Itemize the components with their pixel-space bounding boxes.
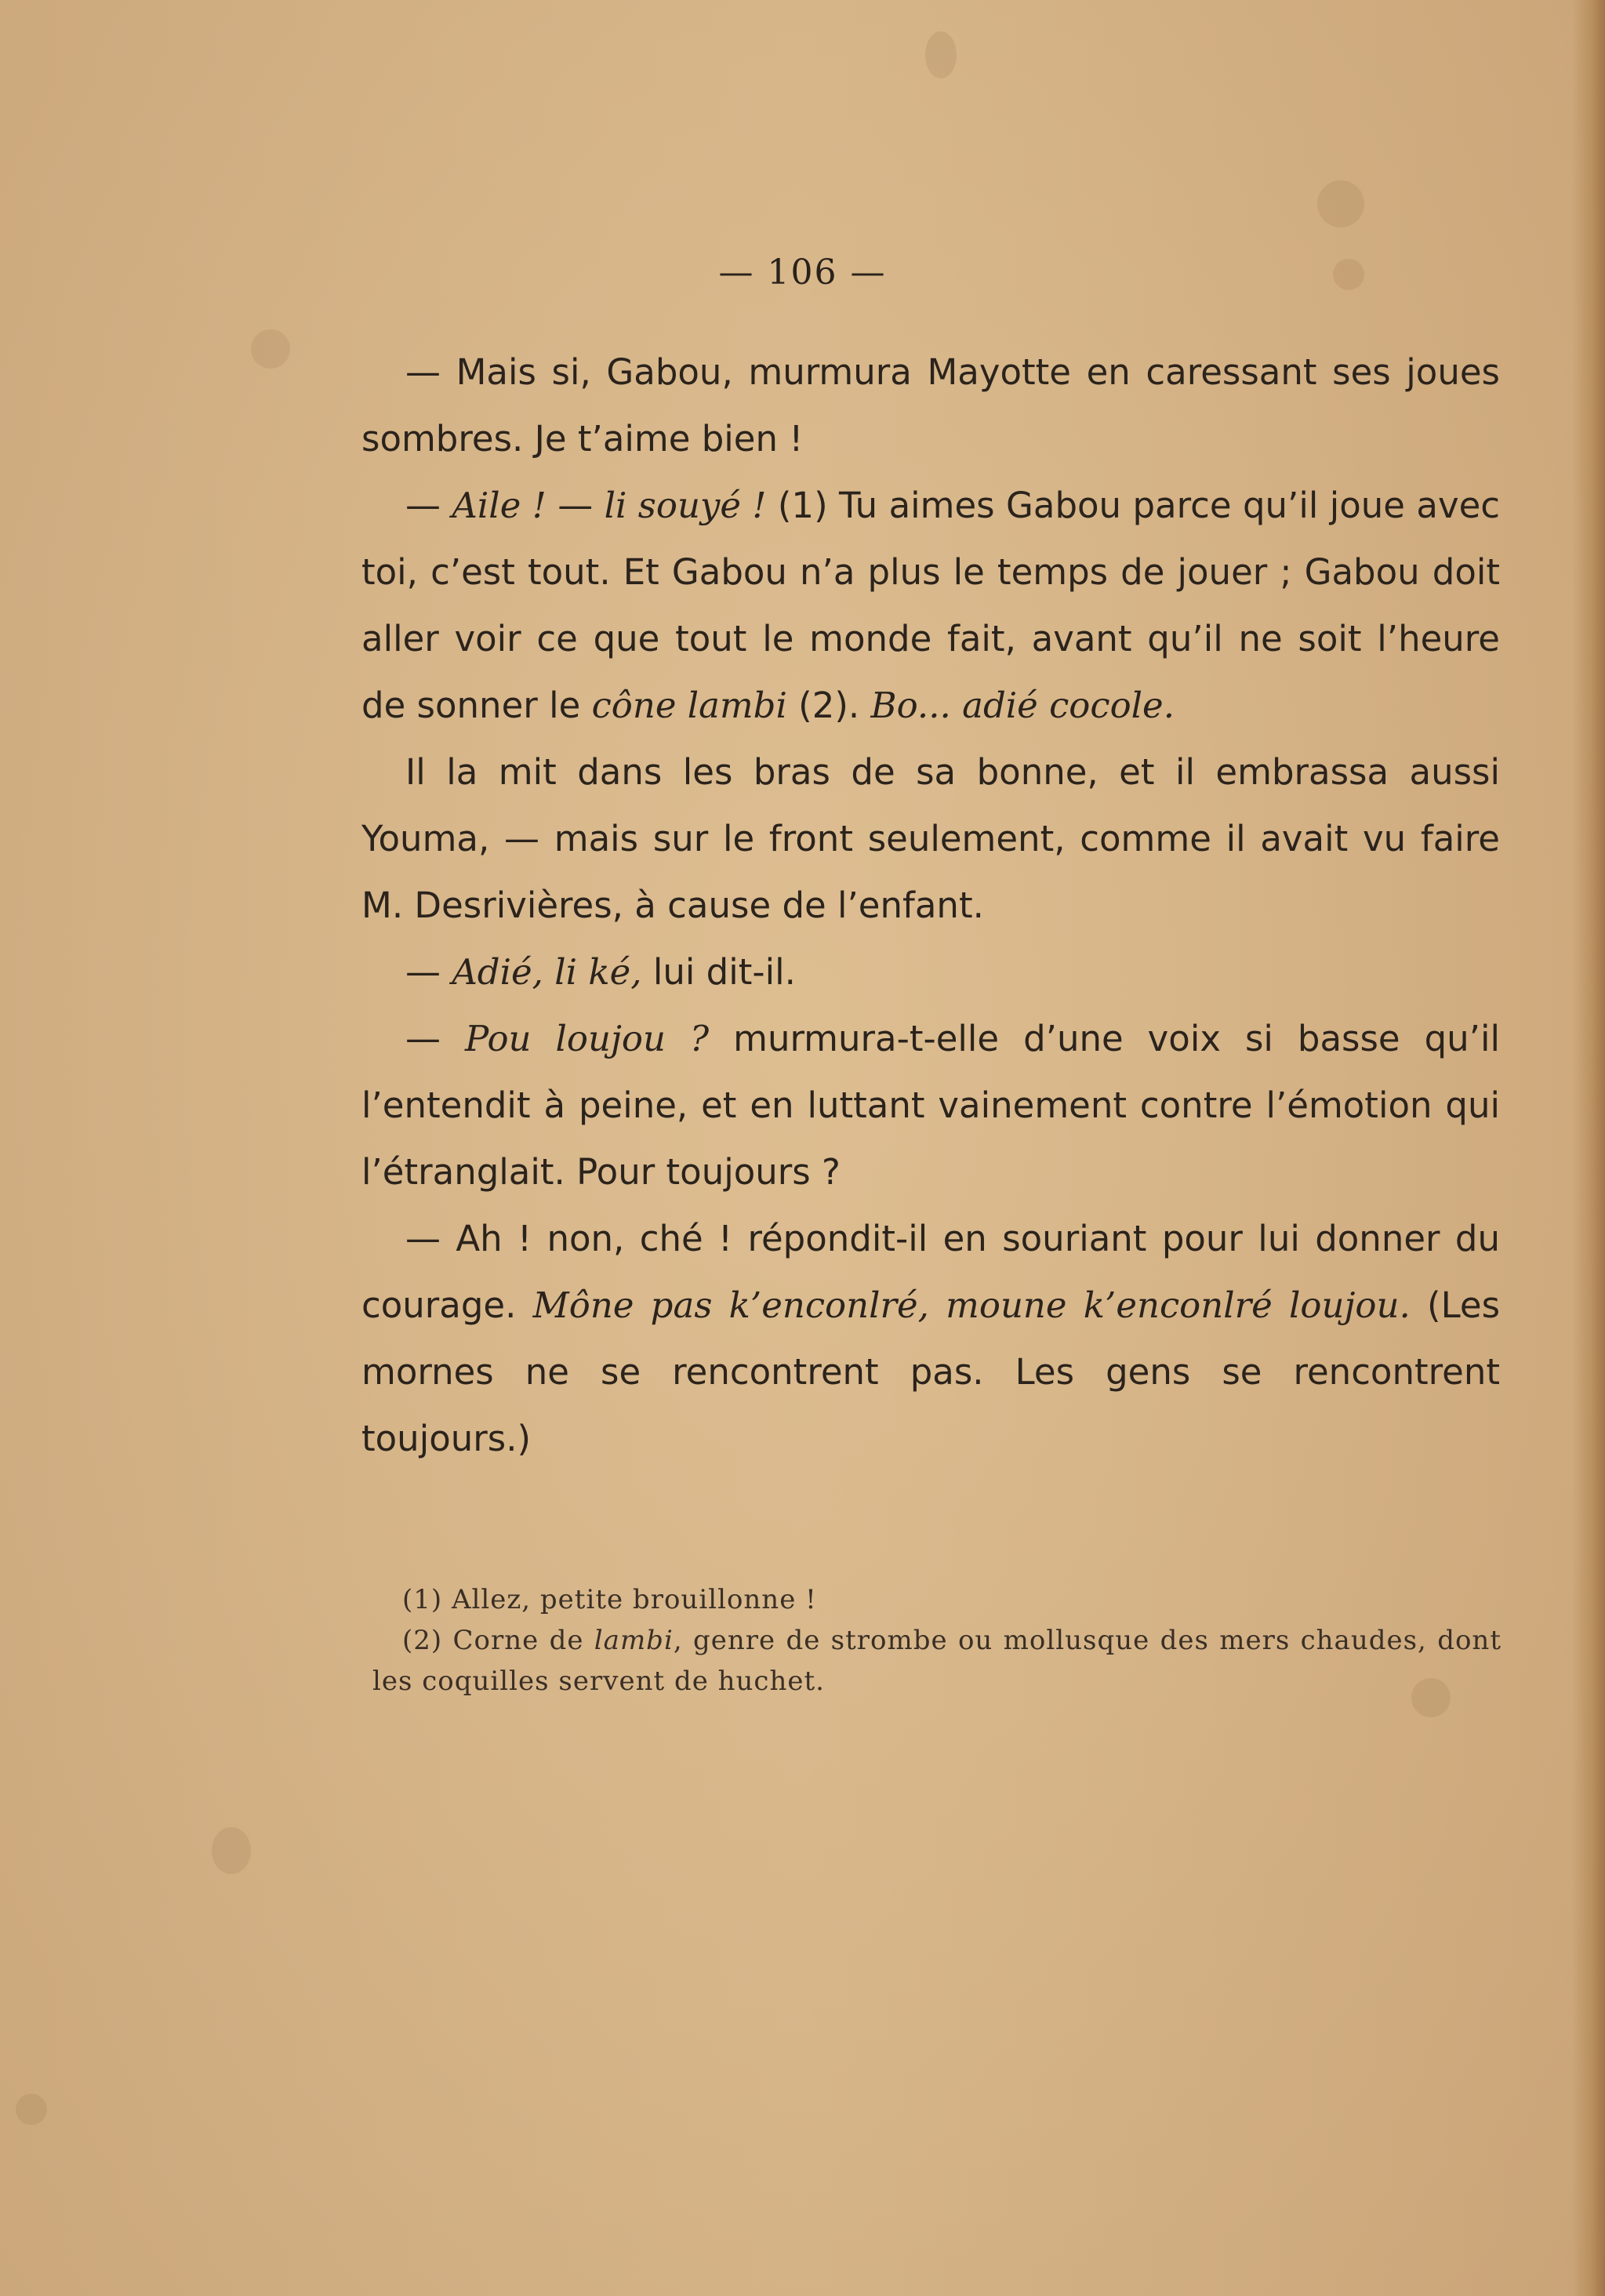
footnote [372,1579,1502,1620]
paper-stain [925,31,957,78]
paper-stain [251,329,290,369]
paper-stain [16,2094,47,2125]
text-run: Il la mit dans les bras de sa bonne, et il embrassa aussi Youma, — mais sur le front seulement, comme il avait vu faire M. Desrivières, à cause de l’enfant. [361,751,1500,926]
italic-text: Adié, li ké, [452,951,642,993]
text-run: — [405,951,452,993]
text-run: — [405,485,452,526]
text-run: — Mais si, Gabou, murmura Mayotte en caressant ses joues sombres. Je t’aime bien ! [361,351,1500,460]
text-run: (Les mornes ne se rencontrent pas. Les gens se rencontrent toujours.) [361,1284,1501,1459]
text-run: — [405,1018,465,1059]
text-run: (2). [786,685,871,726]
italic-text: cône lambi [591,685,787,726]
text-run: murmura-t-elle d’une voix si basse qu’il l’entendit à peine, et en luttant vainement contre l’émotion qui l’étranglait. Pour toujours ? [361,1018,1500,1193]
paragraph [361,739,1500,939]
text-run: lui dit-il. [641,951,796,993]
paragraph [361,1205,1500,1472]
paper-stain [1317,180,1364,227]
page-edge-shadow [1572,0,1605,2296]
text-run: , genre de strombe ou mollusque des mers chaudes, dont les coquilles servent de huchet. [372,1625,1502,1697]
italic-text: Bo... adié cocole. [870,685,1175,726]
footnotes [372,1579,1502,1702]
paragraph [361,472,1500,739]
italic-text: lambi [594,1625,674,1656]
footnote [372,1620,1502,1702]
paragraph [361,939,1500,1005]
text-run: — [546,485,605,526]
text-run: (1) Tu aimes Gabou parce qu’il joue avec toi, c’est tout. Et Gabou n’a plus le temps de jouer ; Gabou doit aller voir ce que tout le monde fait, avant qu’il ne soit l’heure de sonner le [361,485,1501,726]
paragraph [361,339,1500,472]
body-text [361,339,1500,1472]
text-run: (1) Allez, petite brouillonne ! [402,1584,817,1615]
italic-text: Pou loujou ? [465,1018,710,1059]
italic-text: Aile ! [452,485,546,526]
italic-text: Mône pas k’enconlré, moune k’enconlré loujou. [532,1284,1411,1326]
paragraph [361,1005,1500,1205]
page-number: — 106 — [718,252,887,292]
italic-text: li souyé ! [604,485,767,526]
text-run: (2) Corne de [402,1625,594,1656]
paper-stain [212,1827,251,1874]
text-run: — Ah ! non, ché ! répondit-il en souriant pour lui donner du courage. [361,1218,1500,1326]
